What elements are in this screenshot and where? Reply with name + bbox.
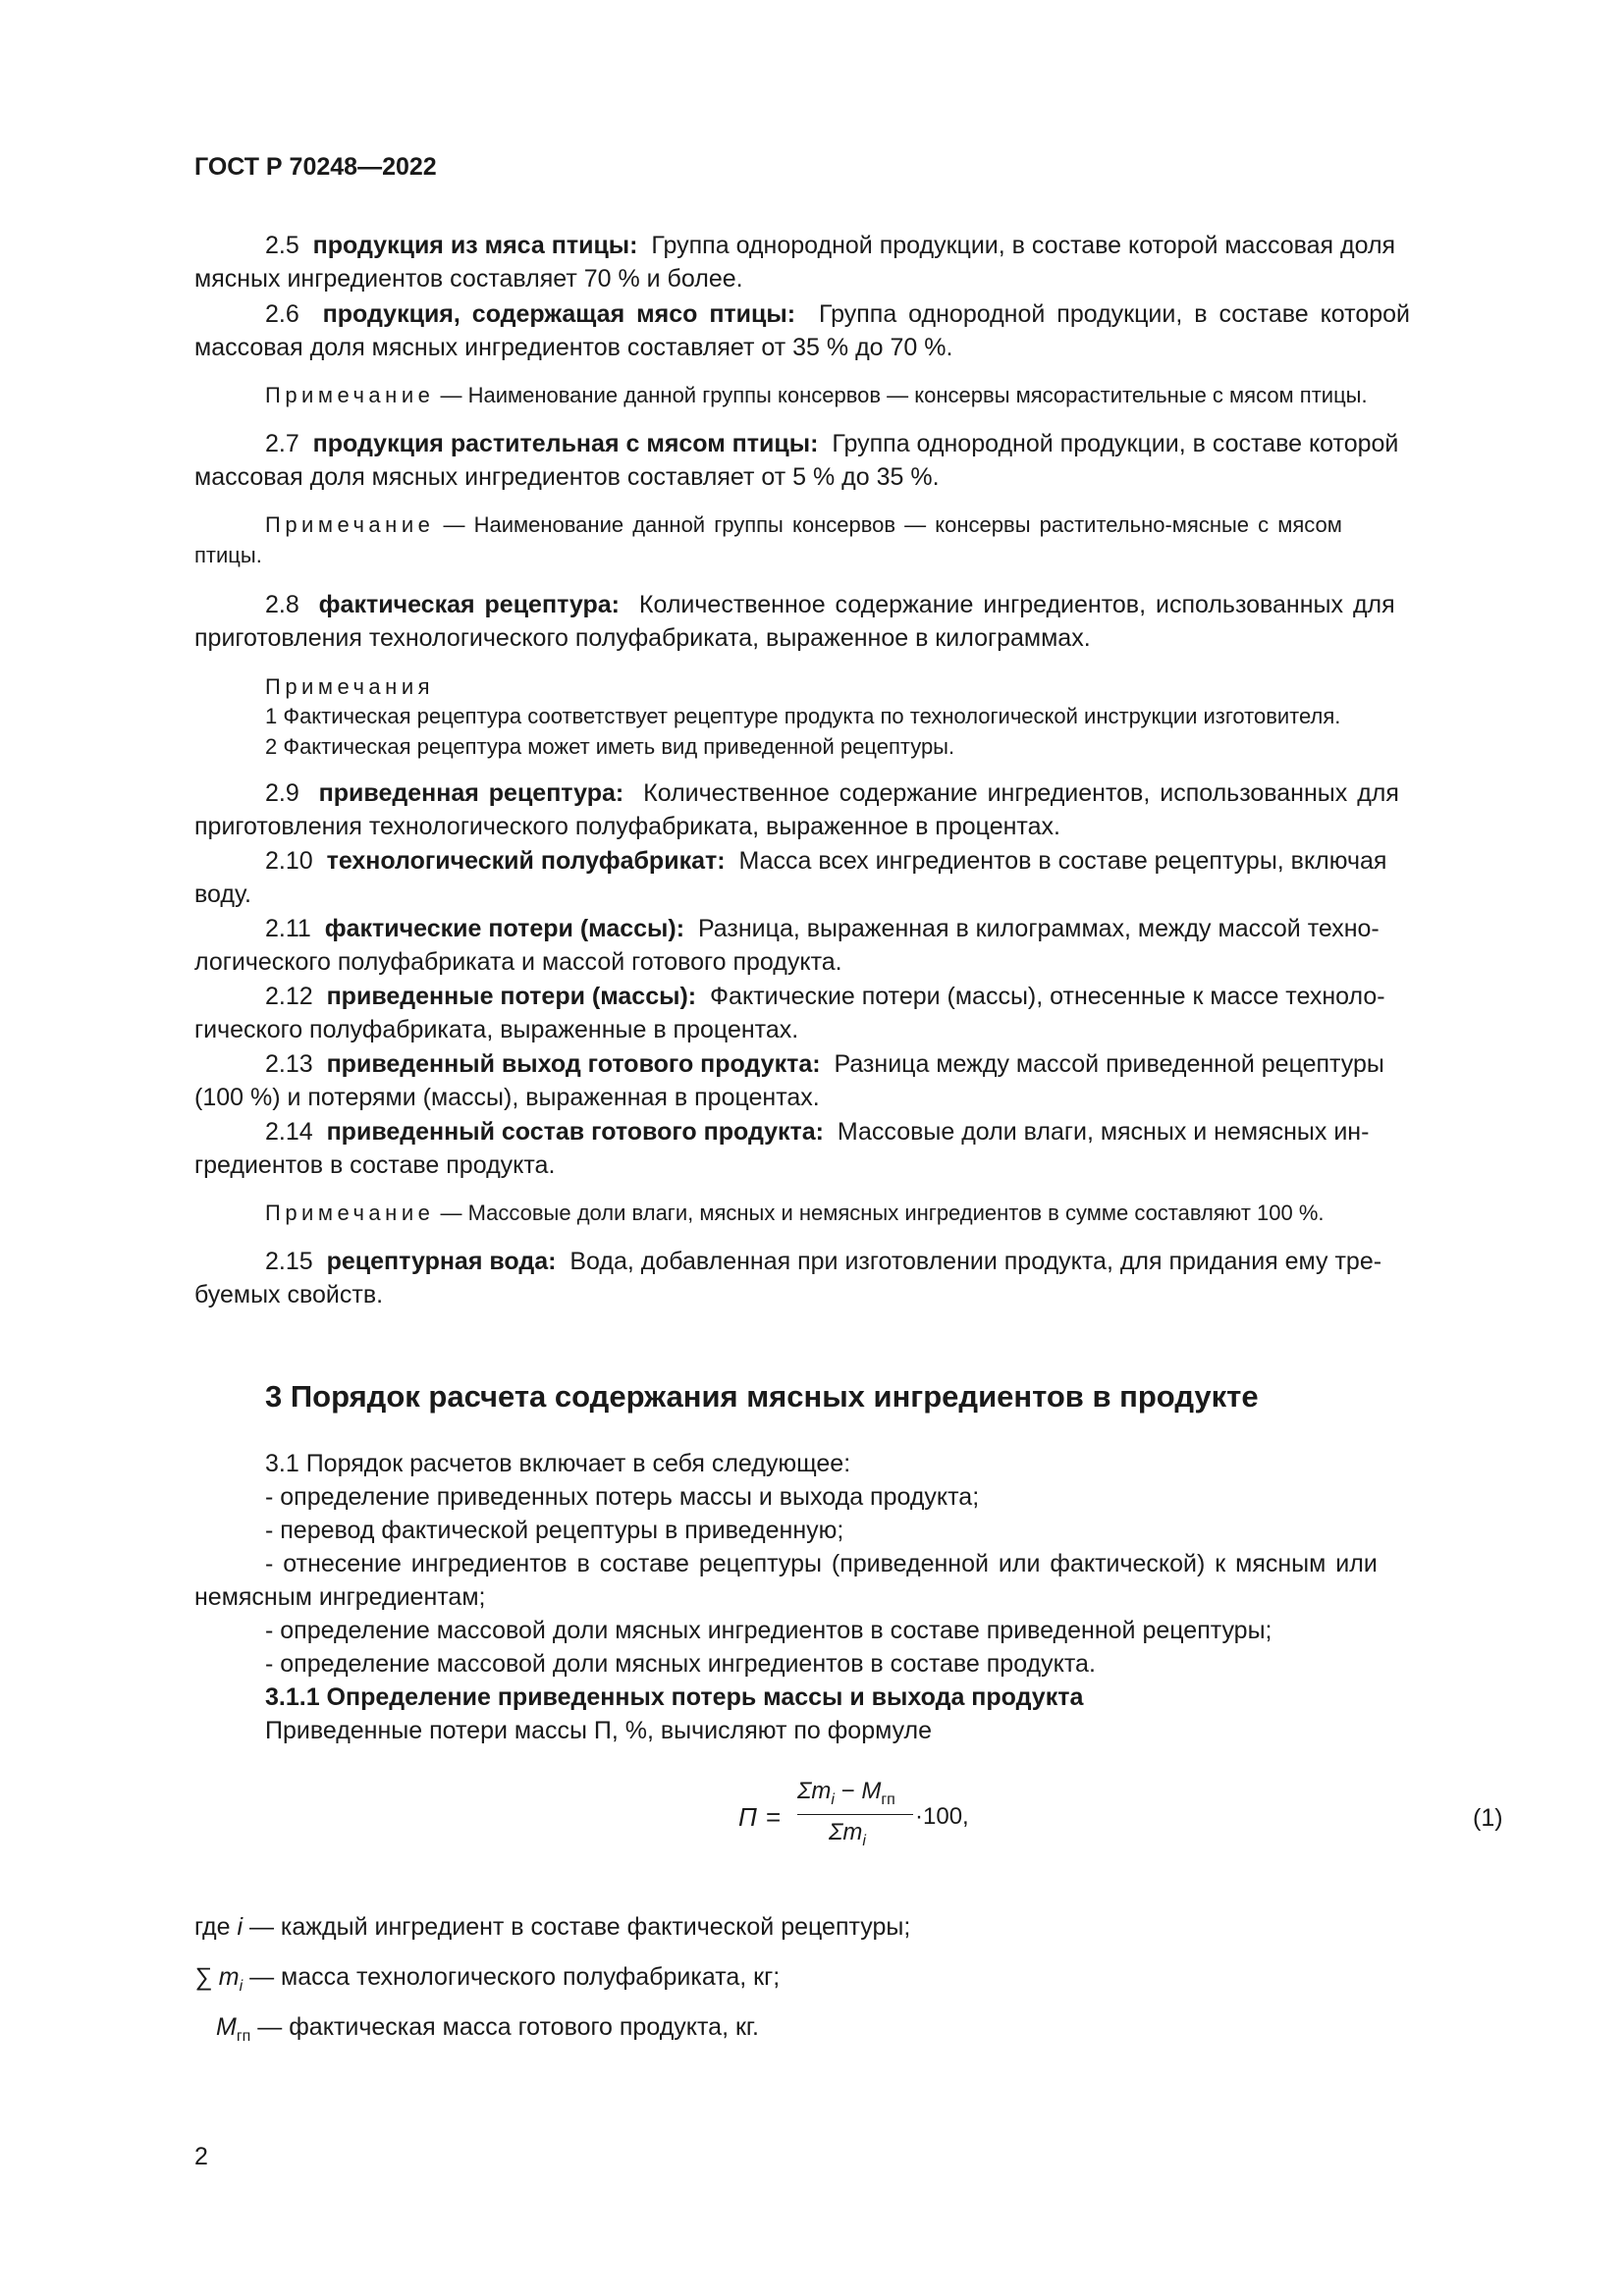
item-number: 2.12 <box>265 983 313 1010</box>
term: продукция, содержащая мясо птицы: <box>322 300 796 328</box>
formula-lhs: П <box>738 1802 757 1832</box>
note-2-6 <box>265 379 1368 412</box>
page-number: 2 <box>194 2143 208 2170</box>
mass-symbol: M <box>861 1778 882 1804</box>
item-2-8-cont: приготовления технологического полуфабриката, выраженное в килограммах. <box>194 624 1091 652</box>
definition: Группа однородной продукции, в составе которой <box>832 430 1399 457</box>
item-2-9 <box>265 776 1399 810</box>
note-text: — Наименование данной группы консервов — консервы растительно-мясные с мясом <box>443 512 1342 537</box>
item-2-8 <box>265 588 1395 621</box>
formula-numerator <box>797 1777 895 1815</box>
index: i <box>239 1978 244 1995</box>
symbol-definition: — масса технологического полуфабриката, кг; <box>249 1963 781 1991</box>
item-number: 2.8 <box>265 591 299 618</box>
item-number: 2.9 <box>265 779 299 807</box>
item-number: 2.7 <box>265 430 299 457</box>
paragraph-3-1: 3.1 Порядок расчетов включает в себя следующее: <box>265 1450 851 1477</box>
item-2-6 <box>265 297 1410 331</box>
where-line-2 <box>194 1960 780 2003</box>
symbol: M <box>216 2013 237 2041</box>
subsection-3-1-1-title: 3.1.1 Определение приведенных потерь массы и выхода продукта <box>265 1683 1084 1711</box>
item-2-10 <box>265 844 1386 878</box>
term: фактическая рецептура: <box>318 591 621 618</box>
term: продукция растительная с мясом птицы: <box>312 430 819 457</box>
subscript: гп <box>881 1790 895 1808</box>
item-number: 2.6 <box>265 300 299 328</box>
item-2-15-cont: буемых свойств. <box>194 1281 384 1308</box>
list-item: - перевод фактической рецептуры в приведенную; <box>265 1517 844 1544</box>
where-prefix: где <box>194 1913 231 1941</box>
section-3-title: 3 Порядок расчета содержания мясных ингредиентов в продукте <box>265 1379 1259 1414</box>
item-number: 2.10 <box>265 847 313 875</box>
definition: Группа однородной продукции, в составе которой массовая доля <box>651 232 1396 259</box>
item-2-13-cont: (100 %) и потерями (массы), выраженная в процентах. <box>194 1084 820 1111</box>
symbol: i <box>237 1913 244 1941</box>
notes-2-8-label: Примечания <box>265 674 435 699</box>
term: приведенный выход готового продукта: <box>326 1050 821 1078</box>
definition: Группа однородной продукции, в составе которой <box>818 300 1410 328</box>
formula-factor: ·100, <box>915 1803 969 1830</box>
item-2-14 <box>265 1115 1369 1148</box>
term: приведенные потери (массы): <box>326 983 697 1010</box>
item-2-15 <box>265 1245 1381 1278</box>
list-item-cont: немясным ингредиентам; <box>194 1583 486 1611</box>
note-2-7-cont: птицы. <box>194 543 262 567</box>
term: рецептурная вода: <box>326 1248 557 1275</box>
symbol-definition: — фактическая масса готового продукта, кг. <box>257 2013 759 2041</box>
definition: Массовые доли влаги, мясных и немясных ин- <box>837 1118 1370 1146</box>
definition: Фактические потери (массы), отнесенные к массе техноло- <box>710 983 1385 1010</box>
list-item: - определение приведенных потерь массы и выхода продукта; <box>265 1483 980 1511</box>
fraction-bar <box>797 1814 913 1815</box>
note-text: — Массовые доли влаги, мясных и немясных ингредиентов в сумме составляют 100 %. <box>440 1201 1325 1225</box>
note-label: Примечание <box>265 383 435 407</box>
item-number: 2.13 <box>265 1050 313 1078</box>
definition: Вода, добавленная при изготовлении продукта, для придания ему тре- <box>569 1248 1382 1275</box>
formula-denominator <box>829 1818 866 1856</box>
symbol-definition: — каждый ингредиент в составе фактической рецептуры; <box>248 1913 911 1941</box>
note-2-7 <box>265 508 1342 542</box>
item-2-7 <box>265 427 1398 460</box>
definition: Масса всех ингредиентов в составе рецептуры, включая <box>738 847 1387 875</box>
sum-symbol: Σm <box>797 1778 832 1804</box>
item-2-12-cont: гического полуфабриката, выраженные в процентах. <box>194 1016 799 1043</box>
formula-1 <box>738 1775 984 1853</box>
note-2-8-1: 1 Фактическая рецептура соответствует рецептуре продукта по технологической инструкции изготовителя. <box>265 704 1341 728</box>
note-2-8-2: 2 Фактическая рецептура может иметь вид приведенной рецептуры. <box>265 734 955 759</box>
formula-equals: = <box>766 1802 782 1832</box>
index: i <box>862 1832 866 1849</box>
item-number: 2.15 <box>265 1248 313 1275</box>
item-2-14-cont: гредиентов в составе продукта. <box>194 1151 556 1179</box>
definition: Количественное содержание ингредиентов, использованных для <box>638 591 1395 618</box>
item-2-11-cont: логического полуфабриката и массой готового продукта. <box>194 948 842 976</box>
item-2-5-cont: мясных ингредиентов составляет 70 % и более. <box>194 265 743 293</box>
sum-symbol: Σm <box>829 1819 863 1845</box>
item-2-7-cont: массовая доля мясных ингредиентов составляет от 5 % до 35 %. <box>194 463 940 491</box>
document-id: ГОСТ Р 70248—2022 <box>194 153 437 181</box>
index: i <box>831 1790 835 1808</box>
list-item: - отнесение ингредиентов в составе рецептуры (приведенной или фактической) к мясным или <box>265 1550 1378 1577</box>
item-2-10-cont: воду. <box>194 881 251 908</box>
list-item: - определение массовой доли мясных ингредиентов в составе приведенной рецептуры; <box>265 1617 1272 1644</box>
term: продукция из мяса птицы: <box>312 232 638 259</box>
list-item: - определение массовой доли мясных ингредиентов в составе продукта. <box>265 1650 1096 1678</box>
minus-sign: − <box>840 1778 855 1804</box>
note-label: Примечание <box>265 1201 435 1225</box>
item-2-6-cont: массовая доля мясных ингредиентов составляет от 35 % до 70 %. <box>194 334 953 361</box>
note-2-14 <box>265 1197 1325 1230</box>
formula-number: (1) <box>1473 1804 1503 1832</box>
symbol: ∑ m <box>194 1963 240 1991</box>
term: технологический полуфабрикат: <box>326 847 726 875</box>
note-text: — Наименование данной группы консервов — консервы мясорастительные с мясом птицы. <box>440 383 1368 407</box>
item-number: 2.5 <box>265 232 299 259</box>
item-2-13 <box>265 1047 1384 1081</box>
item-2-5 <box>265 229 1395 262</box>
definition: Разница, выраженная в килограммах, между массой техно- <box>697 915 1380 942</box>
item-2-12 <box>265 980 1385 1013</box>
subscript: гп <box>236 2028 251 2045</box>
where-line-3 <box>216 2010 759 2054</box>
term: приведенный состав готового продукта: <box>326 1118 825 1146</box>
note-label: Примечание <box>265 512 435 537</box>
term: фактические потери (массы): <box>324 915 685 942</box>
item-number: 2.14 <box>265 1118 313 1146</box>
formula-intro: Приведенные потери массы П, %, вычисляют по формуле <box>265 1717 933 1744</box>
item-2-9-cont: приготовления технологического полуфабриката, выраженное в процентах. <box>194 813 1060 840</box>
item-2-11 <box>265 912 1380 945</box>
definition: Количественное содержание ингредиентов, использованных для <box>643 779 1399 807</box>
definition: Разница между массой приведенной рецептуры <box>834 1050 1384 1078</box>
item-number: 2.11 <box>265 915 311 942</box>
term: приведенная рецептура: <box>318 779 624 807</box>
where-line-1 <box>194 1910 910 1944</box>
